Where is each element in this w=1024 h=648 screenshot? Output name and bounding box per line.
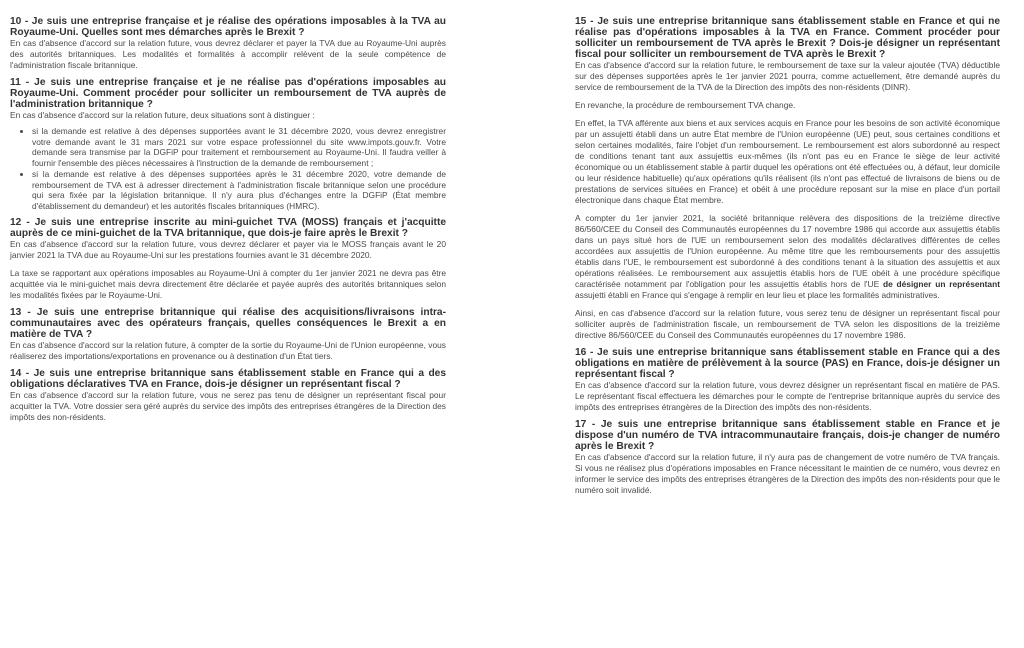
faq-item-14 <box>10 368 446 423</box>
paragraph-4-start: A compter du 1er janvier 2021, la société britannique relèvera des dispositions de la treizième directive 86/560/CEE du Conseil des Communautés européennes du 17 novembre 1986 qui accorde aux assujettis établis dans un pays situé hors de l'UE un remboursement selon des modalités déclaratives différentes de celles accordées aux assujettis de l'Union européenne. Au même titre que les remboursements pour des assujettis établis dans l'UE, le remboursement est subordonné à des conditions tenant à la situation des assujettis et aux opérations réalisées. Le remboursement aux assujettis établis hors de l'UE obéit à une procédure spécifique caractérisée notamment par l'obligation pour les assujettis établis hors de l'UE <box>575 213 1000 289</box>
question-14-title: 14 - Je suis une entreprise britannique sans établissement stable en France qui a des obligations déclaratives TVA en France, dois-je désigner un représentant fiscal ? <box>10 368 446 390</box>
question-10-answer: En cas d'absence d'accord sur la relation future, vous devrez déclarer et payer la TVA due au Royaume-Uni auprès des autorités britanniques. Les modalités et formalités à accomplir relèvent de la seule compétence de l'administration fiscale britannique. <box>10 38 446 70</box>
question-17-title: 17 - Je suis une entreprise britannique sans établissement stable en France et je dispose d'un numéro de TVA intracommunautaire français, dois-je changer de numéro après le Brexit ? <box>575 419 1000 452</box>
question-12-answer: En cas d'absence d'accord sur la relation future, vous devrez déclarer et payer via le MOSS français avant le 20 janvier 2021 la TVA due au Royaume-Uni sur les prestations fournies avant le 31 décembre 2020. <box>10 239 446 260</box>
list-item: • si la demande est relative à des dépenses supportées avant le 31 décembre 2020, vous devrez enregistrer votre demande avant le 31 mars 2021 sur votre espace professionnel du site www.impots.gouv.fr. Votre demande sera transmise par la DGFiP pour traitement et remboursement au Royaume-Uni. Il faudra veiller à fournir l'ensemble des pièces nécessaires à l'instruction de la demande de remboursement ; <box>32 126 446 168</box>
faq-item-15 <box>575 16 1000 341</box>
list-item: • si la demande est relative à des dépenses supportées après le 31 décembre 2020, votre demande de remboursement de TVA est à adresser directement à l'administration fiscale britannique selon une procédure qui sera fixée par la législation britannique. Il n'y aura plus d'échanges entre la DGFiP (État membre d'établissement du demandeur) et les autorités fiscales britanniques (HMRC). <box>32 169 446 211</box>
question-13-answer: En cas d'absence d'accord sur la relation future, à compter de la sortie du Royaume-Uni de l'Union européenne, vous réaliserez des importations/exportations en provenance ou à destination d'un État tiers. <box>10 340 446 361</box>
question-15-title: 15 - Je suis une entreprise britannique sans établissement stable en France et qui ne réalise pas d'opérations imposables à la TVA en France. Comment procéder pour solliciter un remboursement de TVA après le Brexit ? Dois-je désigner un représentant fiscal pour solliciter un remboursement de TVA après le Brexit ? <box>575 16 1000 60</box>
faq-item-13 <box>10 307 446 362</box>
question-12-answer-2: La taxe se rapportant aux opérations imposables au Royaume-Uni à compter du 1er janvier 2021 ne devra pas être acquittée via le mini-guichet mais devra directement être déclarée et payée auprès des autorités britanniques selon les modalités fixées par le Royaume-Uni. <box>10 268 446 300</box>
right-column <box>575 0 1000 502</box>
question-16-title: 16 - Je suis une entreprise britannique sans établissement stable en France qui a des obligations en matière de prélèvement à la source (PAS) en France, dois-je désigner un représentant fiscal ? <box>575 347 1000 380</box>
question-16-answer: En cas d'absence d'accord sur la relation future, vous devrez désigner un représentant fiscal en matière de PAS. Le représentant fiscal effectuera les démarches pour le compte de l'entreprise britannique auprès du service des impôts des entreprises étrangères de la Direction des impôts des non-résidents. <box>575 380 1000 412</box>
faq-item-17 <box>575 419 1000 496</box>
question-15-paragraph-3: En effet, la TVA afférente aux biens et aux services acquis en France pour les besoins de son activité économique par un assujetti établi dans un autre État membre de l'Union européenne (UE) peut, sous certaines conditions et selon certaines modalités, faire l'objet d'un remboursement. Le remboursement est alors subordonné au respect de conditions tenant tant aux assujettis eux-mêmes (ils n'ont pas eu en France le siège de leur activité économique ou un établissement stable à partir duquel les opérations ont été effectuées ou, à défaut, leur domicile ou leur résidence habituelle) qu'aux opérations qu'ils réalisent (ils n'ont pas effectué de livraisons de biens ou de prestations de services situées en France) et obéit à une procédure reposant sur la mise en place d'un portail électronique dans chaque État membre. <box>575 118 1000 205</box>
question-14-answer: En cas d'absence d'accord sur la relation future, vous ne serez pas tenu de désigner un représentant fiscal pour acquitter la TVA. Votre dossier sera géré auprès du service des impôts des entreprises étrangères de la Direction des impôts des non-résidents. <box>10 390 446 422</box>
question-15-paragraph-1: En cas d'absence d'accord sur la relation future, le remboursement de taxe sur la valeur ajoutée (TVA) déductible sur des dépenses supportées après le 1er janvier 2021 pourra, comme actuellement, être demandé auprès du service de remboursement de la TVA de la Direction des impôts des non-résidents (DINR). <box>575 60 1000 92</box>
question-11-list <box>10 126 446 211</box>
question-13-title: 13 - Je suis une entreprise britannique qui réalise des acquisitions/livraisons intra-communautaires avec des opérateurs français, quelles conséquences le Brexit a en matière de TVA ? <box>10 307 446 340</box>
question-12-title: 12 - Je suis une entreprise inscrite au mini-guichet TVA (MOSS) français et j'acquitte auprès de ce mini-guichet de la TVA britannique, que dois-je faire après le Brexit ? <box>10 217 446 239</box>
question-10-title: 10 - Je suis une entreprise française et je réalise des opérations imposables à la TVA au Royaume-Uni. Quelles sont mes démarches après le Brexit ? <box>10 16 446 38</box>
question-15-paragraph-5: Ainsi, en cas d'absence d'accord sur la relation future, vous serez tenu de désigner un représentant fiscal pour solliciter auprès de l'administration fiscale, un remboursement de TVA selon les dispositions de la treizième directive 86/560/CEE du Conseil des Communautés européennes du 17 novembre 1986. <box>575 308 1000 340</box>
paragraph-4-emphasis: de désigner un représentant <box>882 279 1000 289</box>
question-17-answer: En cas d'absence d'accord sur la relation future, il n'y aura pas de changement de votre numéro de TVA français. Si vous ne réalisez plus d'opérations imposables en France nécessitant le maintien de ce numéro, vous devrez en informer le service des impôts des entreprises étrangères de la Direction des impôts des non-résidents pour que le numéro soit invalidé. <box>575 452 1001 495</box>
faq-item-10 <box>10 16 446 71</box>
left-column <box>10 0 446 429</box>
question-11-title: 11 - Je suis une entreprise française et je ne réalise pas d'opérations imposables au Royaume-Uni. Comment procéder pour solliciter un remboursement de TVA auprès de l'administration britannique ? <box>10 77 446 110</box>
question-11-intro: En cas d'absence d'accord sur la relation future, deux situations sont à distinguer : <box>10 110 315 120</box>
question-15-paragraph-4 <box>575 213 1000 301</box>
faq-item-11 <box>10 77 446 211</box>
faq-item-12 <box>10 217 446 301</box>
faq-item-16 <box>575 347 1000 413</box>
question-15-paragraph-2: En revanche, la procédure de remboursement TVA change. <box>575 100 796 110</box>
paragraph-4-end: assujetti établi en France qui s'engage à remplir en leur lieu et place les formalités administratives. <box>575 290 940 300</box>
